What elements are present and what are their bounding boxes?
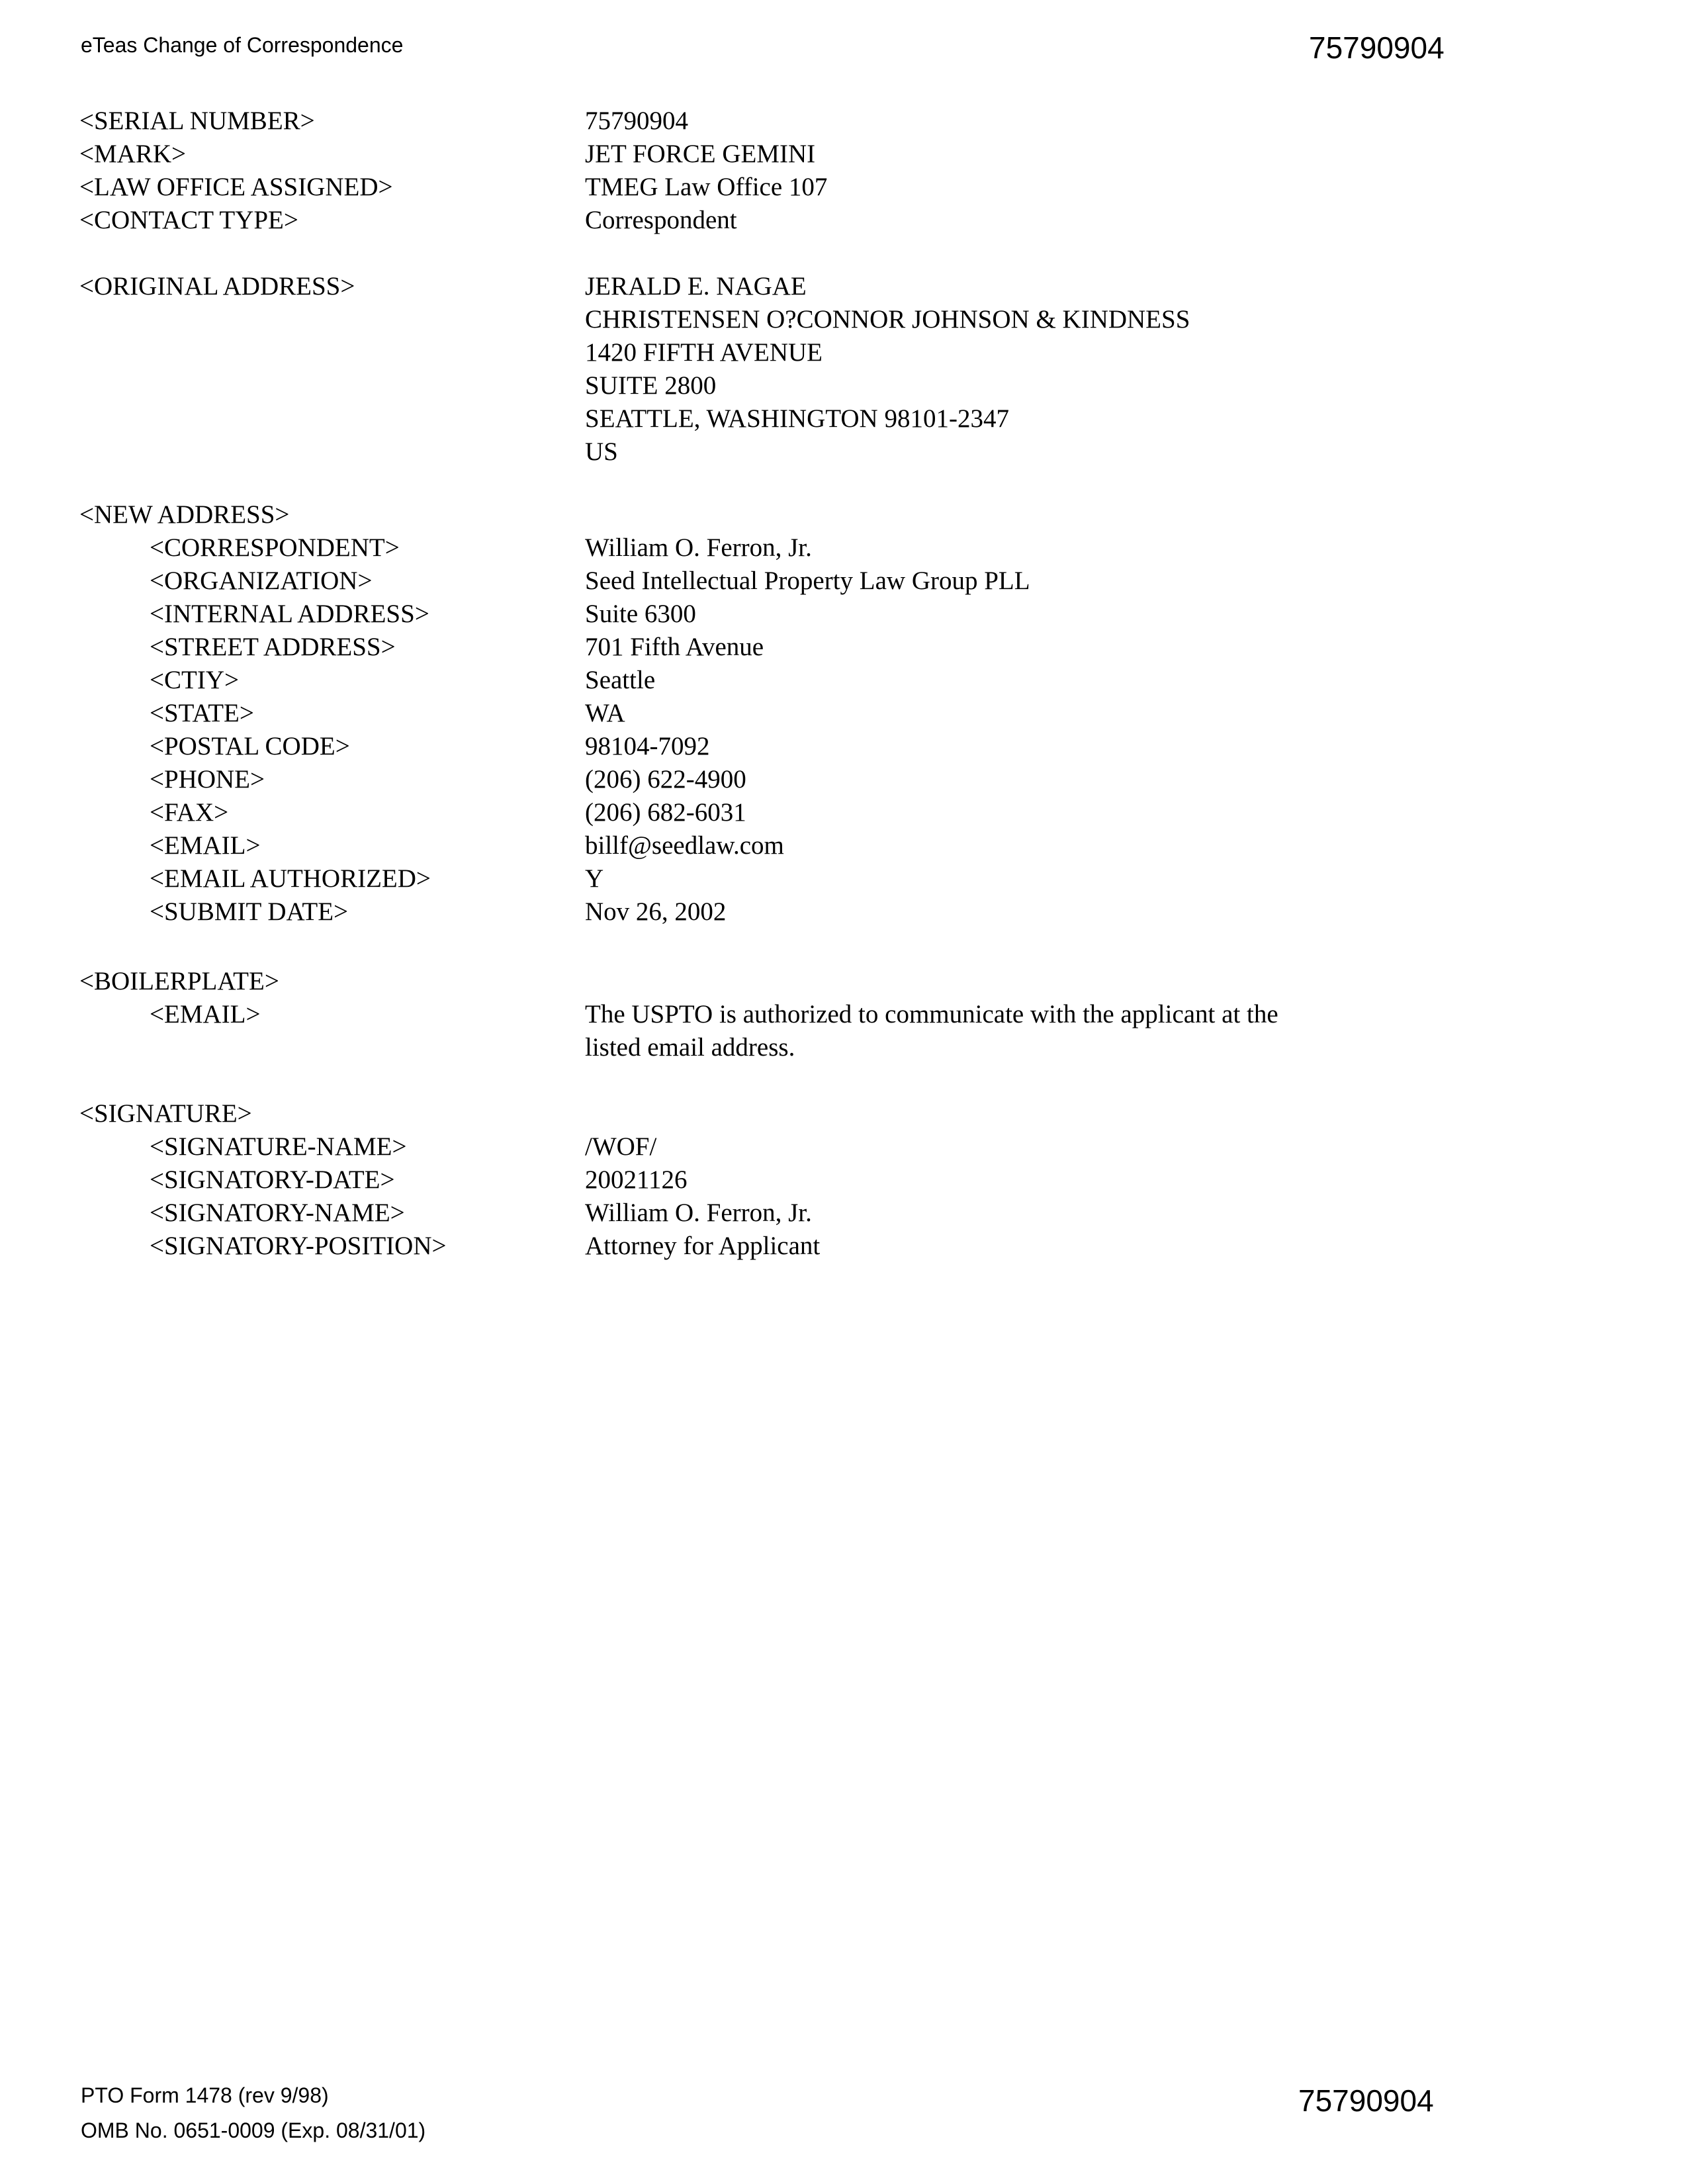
- original-address-line: 1420 FIFTH AVENUE: [585, 338, 823, 367]
- phone-label: <PHONE>: [150, 765, 265, 794]
- signatory-name-label: <SIGNATORY-NAME>: [150, 1199, 405, 1227]
- email-authorized-label: <EMAIL AUTHORIZED>: [150, 864, 431, 893]
- original-address-line: SEATTLE, WASHINGTON 98101-2347: [585, 404, 1009, 433]
- row-original-address-line: [79, 369, 1548, 402]
- organization-label: <ORGANIZATION>: [150, 567, 373, 595]
- law-office-assigned-value: TMEG Law Office 107: [585, 173, 828, 201]
- mark-label: <MARK>: [79, 140, 187, 168]
- law-office-assigned-label: <LAW OFFICE ASSIGNED>: [79, 173, 393, 201]
- row-mark: [79, 138, 1548, 171]
- row-original-address-line: [79, 402, 1548, 435]
- signatory-position-value: Attorney for Applicant: [585, 1232, 821, 1260]
- original-address-line: US: [585, 437, 618, 466]
- city-value: Seattle: [585, 666, 656, 694]
- row-signatory-position: [79, 1230, 1548, 1263]
- boilerplate-email-text: [585, 998, 1548, 1064]
- row-signatory-date: [79, 1163, 1548, 1197]
- signature-label: <SIGNATURE>: [79, 1099, 252, 1128]
- row-serial-number: [79, 105, 1548, 138]
- postal-code-label: <POSTAL CODE>: [150, 732, 350, 760]
- page-title: eTeas Change of Correspondence: [81, 33, 404, 57]
- row-signatory-name: [79, 1197, 1548, 1230]
- submit-date-label: <SUBMIT DATE>: [150, 897, 349, 926]
- header-serial-number: 75790904: [1309, 30, 1445, 65]
- fax-value: (206) 682-6031: [585, 798, 746, 827]
- contact-type-value: Correspondent: [585, 206, 737, 234]
- serial-number-label: <SERIAL NUMBER>: [79, 107, 315, 135]
- row-signature-heading: [79, 1097, 1548, 1130]
- serial-number-value: 75790904: [585, 107, 688, 135]
- fax-label: <FAX>: [150, 798, 229, 827]
- row-submit-date: [79, 895, 1548, 929]
- boilerplate-email-line: The USPTO is authorized to communicate with the applicant at the: [585, 1000, 1278, 1028]
- new-address-label: <NEW ADDRESS>: [79, 500, 290, 529]
- correspondent-value: William O. Ferron, Jr.: [585, 533, 812, 562]
- original-address-line: JERALD E. NAGAE: [585, 272, 807, 300]
- mark-value: JET FORCE GEMINI: [585, 140, 816, 168]
- postal-code-value: 98104-7092: [585, 732, 710, 760]
- section-original-address: [79, 270, 1548, 469]
- section-boilerplate: [79, 965, 1548, 1064]
- footer-serial-number: 75790904: [1298, 2083, 1434, 2118]
- phone-value: (206) 622-4900: [585, 765, 746, 794]
- row-correspondent: [79, 531, 1548, 565]
- row-boilerplate-heading: [79, 965, 1548, 998]
- submit-date-value: Nov 26, 2002: [585, 897, 727, 926]
- email-authorized-value: Y: [585, 864, 604, 893]
- row-signature-name: [79, 1130, 1548, 1163]
- row-email-authorized: [79, 862, 1548, 895]
- footer-omb-number: OMB No. 0651-0009 (Exp. 08/31/01): [81, 2118, 426, 2142]
- row-original-address: [79, 270, 1548, 303]
- signatory-name-value: William O. Ferron, Jr.: [585, 1199, 812, 1227]
- row-new-address-heading: [79, 498, 1548, 531]
- signatory-date-label: <SIGNATORY-DATE>: [150, 1165, 395, 1194]
- internal-address-value: Suite 6300: [585, 600, 696, 628]
- row-contact-type: [79, 204, 1548, 237]
- row-original-address-line: [79, 303, 1548, 336]
- row-city: [79, 664, 1548, 697]
- city-label: <CTIY>: [150, 666, 239, 694]
- row-state: [79, 697, 1548, 730]
- footer-form-number: PTO Form 1478 (rev 9/98): [81, 2083, 329, 2107]
- signature-name-label: <SIGNATURE-NAME>: [150, 1132, 407, 1161]
- email-label: <EMAIL>: [150, 831, 261, 860]
- email-value: billf@seedlaw.com: [585, 831, 784, 860]
- boilerplate-email-label: <EMAIL>: [150, 1000, 261, 1028]
- state-value: WA: [585, 699, 625, 727]
- street-address-value: 701 Fifth Avenue: [585, 633, 764, 661]
- correspondent-label: <CORRESPONDENT>: [150, 533, 400, 562]
- row-boilerplate-email: [79, 998, 1548, 1064]
- section-signature: [79, 1097, 1548, 1263]
- internal-address-label: <INTERNAL ADDRESS>: [150, 600, 429, 628]
- row-law-office-assigned: [79, 171, 1548, 204]
- row-organization: [79, 565, 1548, 598]
- original-address-line: SUITE 2800: [585, 371, 717, 400]
- section-new-address: [79, 498, 1548, 929]
- original-address-label: <ORIGINAL ADDRESS>: [79, 272, 355, 300]
- row-postal-code: [79, 730, 1548, 763]
- document-body: [79, 105, 1548, 1263]
- row-internal-address: [79, 598, 1548, 631]
- row-phone: [79, 763, 1548, 796]
- boilerplate-email-line: listed email address.: [585, 1033, 795, 1062]
- row-original-address-line: [79, 435, 1548, 469]
- state-label: <STATE>: [150, 699, 254, 727]
- row-street-address: [79, 631, 1548, 664]
- row-fax: [79, 796, 1548, 829]
- original-address-line: CHRISTENSEN O?CONNOR JOHNSON & KINDNESS: [585, 305, 1190, 334]
- organization-value: Seed Intellectual Property Law Group PLL: [585, 567, 1030, 595]
- contact-type-label: <CONTACT TYPE>: [79, 206, 298, 234]
- signature-name-value: /WOF/: [585, 1132, 657, 1161]
- signatory-date-value: 20021126: [585, 1165, 688, 1194]
- section-application: [79, 105, 1548, 237]
- boilerplate-label: <BOILERPLATE>: [79, 967, 279, 995]
- street-address-label: <STREET ADDRESS>: [150, 633, 396, 661]
- signatory-position-label: <SIGNATORY-POSITION>: [150, 1232, 447, 1260]
- row-original-address-line: [79, 336, 1548, 369]
- row-email: [79, 829, 1548, 862]
